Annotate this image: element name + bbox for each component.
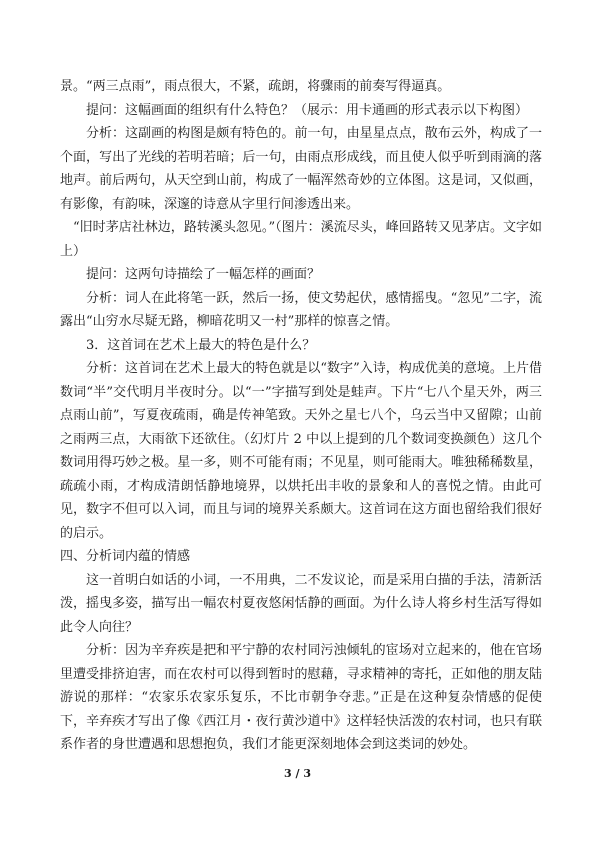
section-heading-emotion: 四、分析词内蕴的情感 [60,549,191,564]
paragraph-question-composition: 提问：这幅画面的组织有什么特色？（展示：用卡通画的形式表示以下构图） [86,102,529,118]
paragraph-question-scene: 提问：这两句诗描绘了一幅怎样的画面？ [86,267,321,282]
paragraph-question-artistic: 3．这首词在艺术上最大的特色是什么？ [86,337,316,353]
paragraph-analysis-scene: 分析：词人在此将笔一跃，然后一扬，使文势起伏，感情摇曳。“忽见”二字，流露出“山穷水尽疑无路，柳暗花明又一村”那样的惊喜之情。 [60,290,542,329]
paragraph-analysis-numbers: 分析：这首词在艺术上最大的特色就是以“数字”入诗，构成优美的意境。上片借数词“半”交代明月半夜时分。以“一”字描写到处是蛙声。下片“七八个星天外，两三点雨山前”，写夏夜疏雨，确是传神笔致。天外之星七八个，乌云当中又留隙；山前之雨两三点，大雨欲下还欲住。（幻灯片 2 中以上提到的几个数词变换颜色）这几个数词用得巧妙之极。星一多，则不可能有雨；不见星，则可能雨大。唯独稀稀数星，疏疏小雨，才构成清朗恬静地境界，以烘托出丰收的景象和人的喜悦之情。由此可见，数字不但可以入词，而且与词的境界关系颇大。这首词在这方面也留给我们很好的启示。 [60,361,542,541]
paragraph-quote-inn: “旧时茅店社林边，路转溪头忽见。”（图片：溪流尽头，峰回路转又见茅店。文字如上） [60,220,542,259]
paragraph-poem-scene-end: 景。“两三点雨”，雨点很大，不紧，疏朗，将骤雨的前奏写得逼真。 [60,79,451,94]
paragraph-intro-emotion: 这一首明白如话的小词，一不用典，二不发议论，而是采用白描的手法，清新活泼，摇曳多姿，描写出一幅农村夏夜悠闲恬静的画面。为什么诗人将乡村生活写得如此令人向往？ [60,572,542,635]
page-number: 3 / 3 [284,767,311,780]
paragraph-analysis-emotion: 分析：因为辛弃疾是把和平宁静的农村同污浊倾轧的宦场对立起来的，他在官场里遭受排挤迫害，而在农村可以得到暂时的慰藉，寻求精神的寄托，正如他的朋友陆游说的那样：“农家乐农家乐复乐，不比市朝争夺悲。”正是在这种复杂情感的促使下，辛弃疾才写出了像《西江月・夜行黄沙道中》这样轻快活泼的农村词，也只有联系作者的身世遭遇和思想抱负，我们才能更深刻地体会到这类词的妙处。 [60,643,542,752]
paragraph-analysis-composition: 分析：这副画的构图是颇有特色的。前一句，由星星点点，散布云外，构成了一个面，写出了光线的若明若暗；后一句，由雨点形成线，而且使人似乎听到雨滴的落地声。前后两句，从天空到山前，构成了一幅浑然奇妙的立体图。这是词，又似画，有影像，有韵味，深邃的诗意从字里行间渗透出来。 [60,126,542,212]
document-body [60,75,542,757]
